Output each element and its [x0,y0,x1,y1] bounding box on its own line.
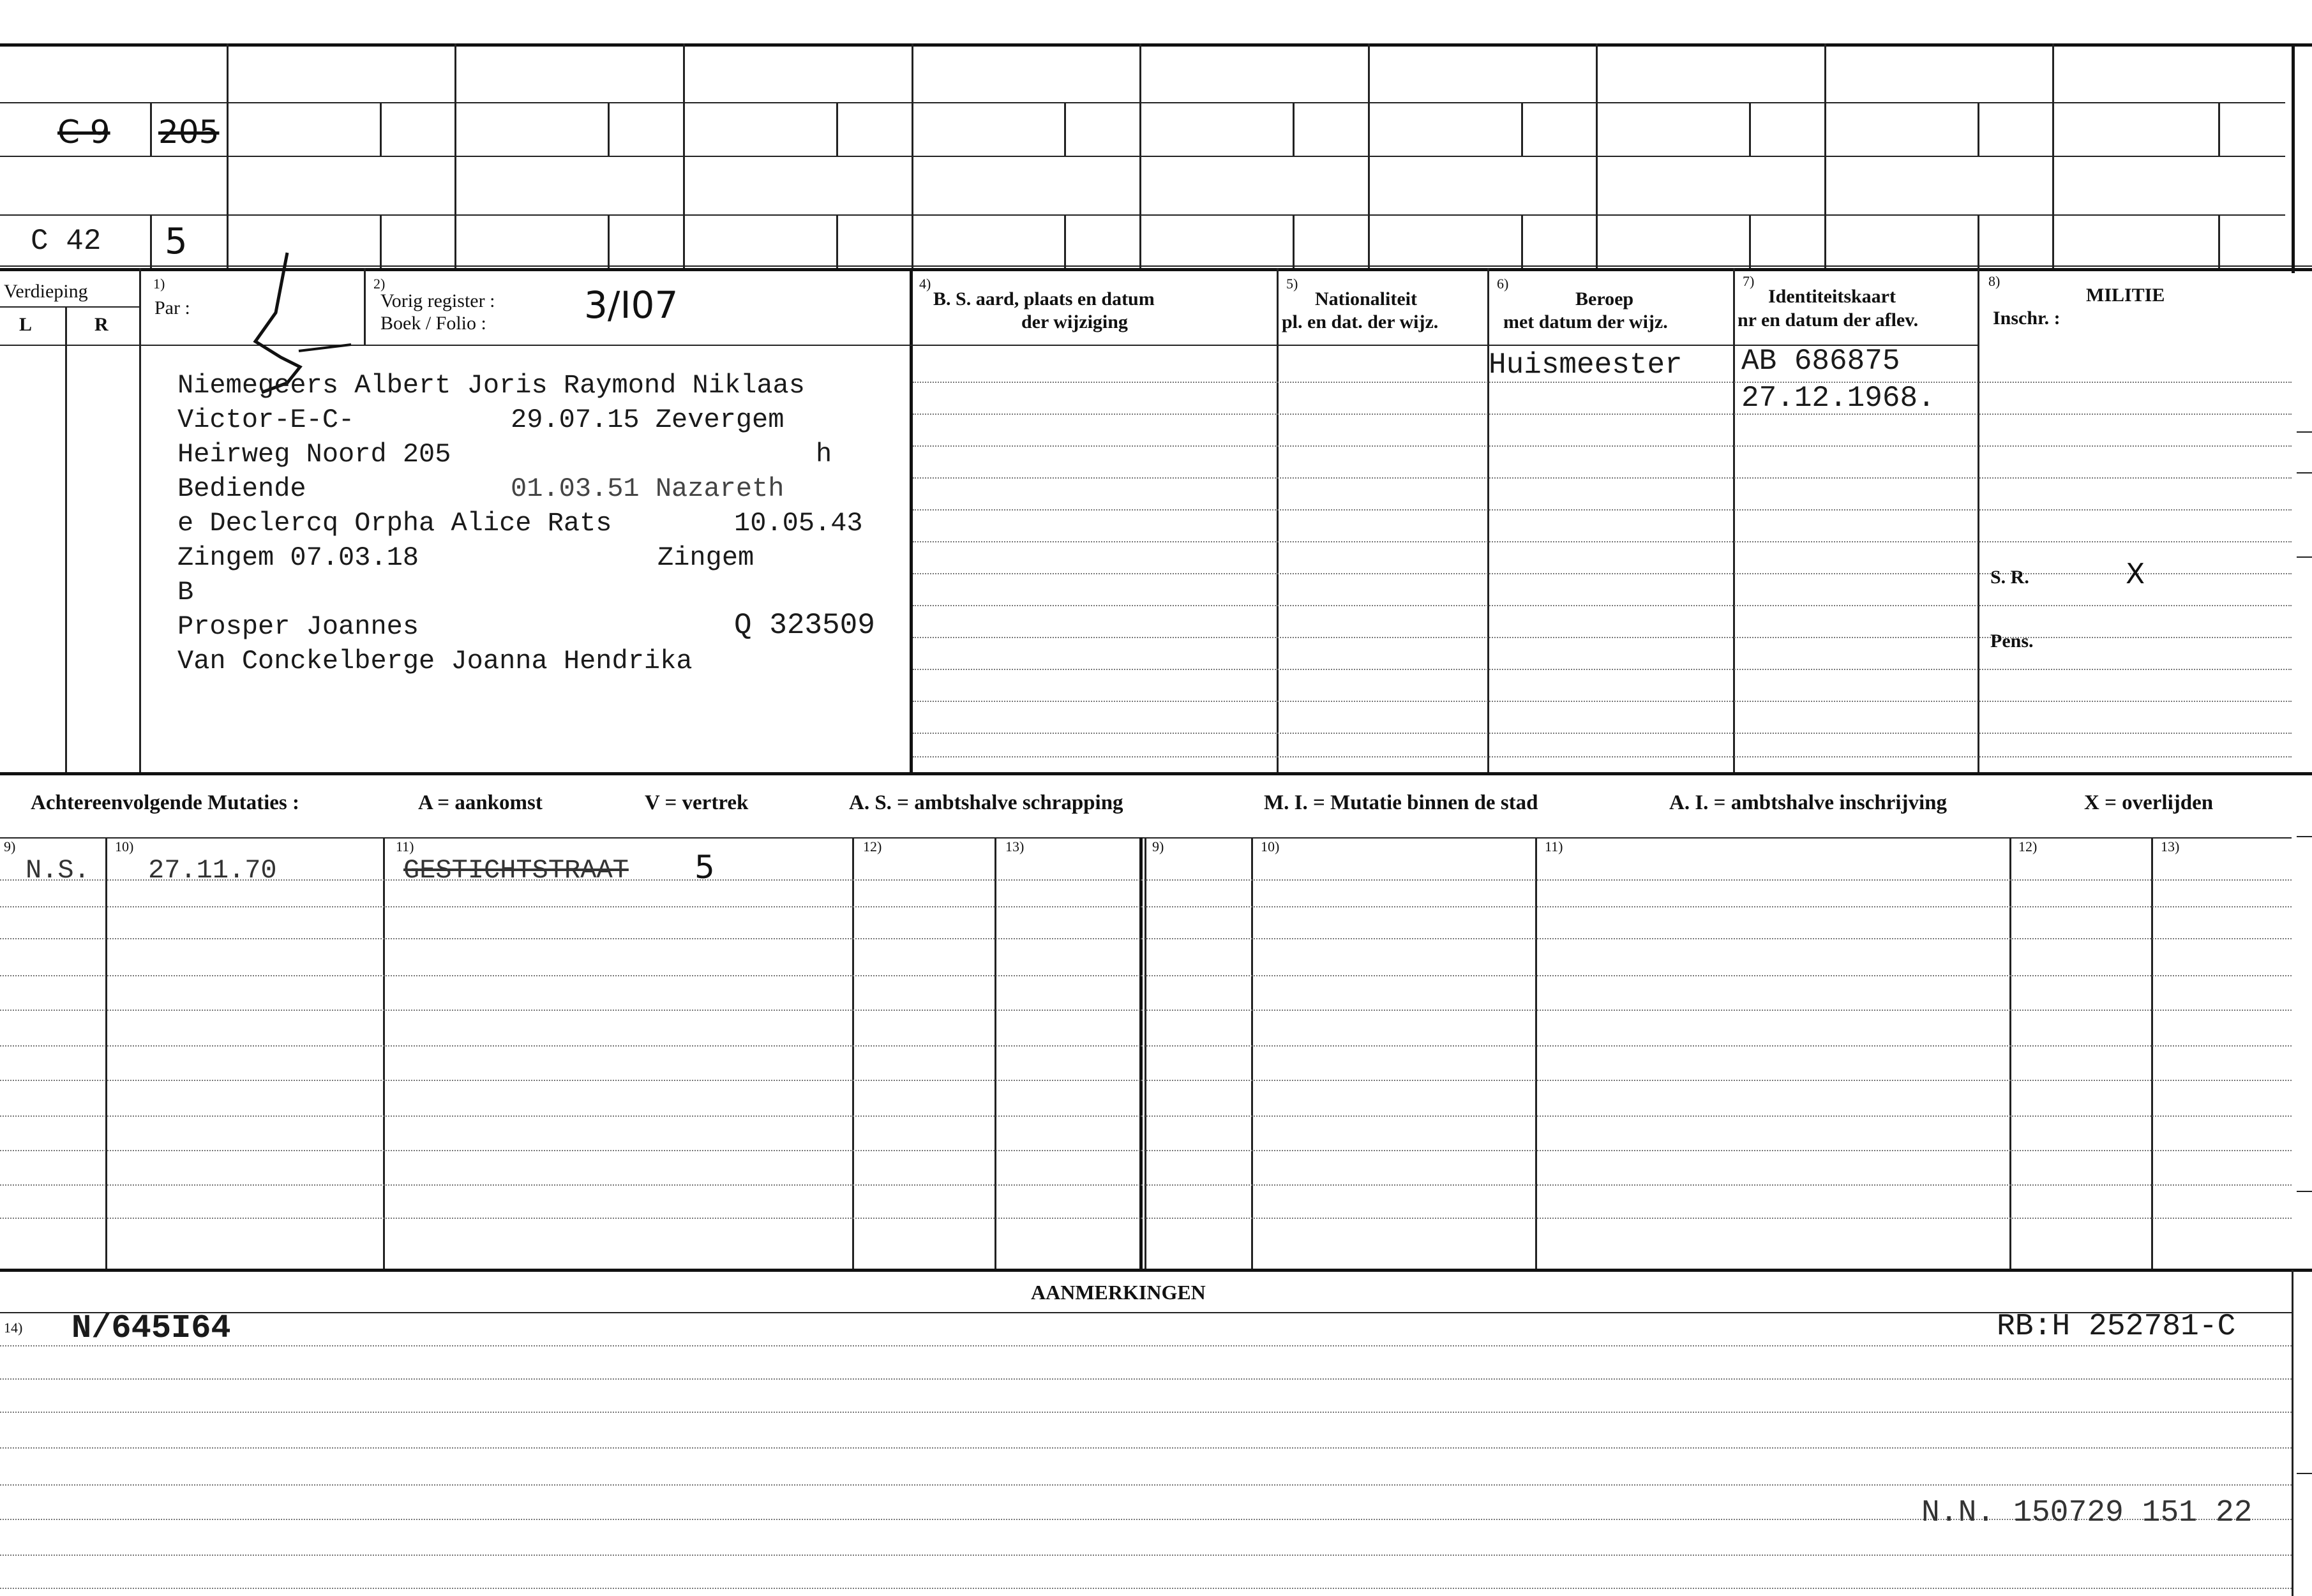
aanmerkingen-title: AANMERKINGEN [1031,1281,1206,1304]
col-7-number: 7) [1743,273,1755,289]
person-occupation: Bediende [177,474,306,504]
col-9-number: 9) [4,839,16,854]
vorig-register-label: Vorig register : [380,290,495,311]
remark-right-code: RB:H 252781-C [1997,1309,2236,1344]
col-9b-number: 9) [1152,839,1164,854]
wijk-code: C 42 [31,225,101,258]
bs-header-line1: B. S. aard, plaats en datum [933,288,1155,310]
col-6-number: 6) [1497,276,1509,292]
col-10b-number: 10) [1261,839,1280,854]
boek-folio-label: Boek / Folio : [380,313,486,334]
old-house-number: 205 [158,114,220,151]
vorig-register-value: 3/I07 [584,283,679,327]
beroep-header-line2: met datum der wijz. [1503,311,1668,332]
spouse-birth: Zingem 07.03.18 [177,542,419,573]
identiteitskaart-header-line2: nr en datum der aflev. [1738,310,1919,331]
col-12-number: 12) [863,839,882,854]
col-11-number: 11) [396,839,414,854]
remark-left-code: N/645I64 [71,1309,231,1347]
father-name: Prosper Joannes [177,611,419,642]
mutatie-house-number: 5 [694,849,715,886]
col-11b-number: 11) [1545,839,1563,854]
spouse-name: e Declercq Orpha Alice Rats [177,508,612,539]
person-extra-names: Victor-E-C- [177,405,355,435]
identiteitskaart-header-line1: Identiteitskaart [1768,286,1896,307]
par-label: Par : [154,297,190,318]
id-card-number: AB 686875 [1741,345,1900,378]
remark-bottom-code: N.N. 150729 151 22 [1921,1496,2253,1530]
col-8-number: 8) [1988,273,2000,289]
person-full-name: Niemegeers Albert Joris Raymond Niklaas [177,370,805,401]
col-13-number: 13) [1005,839,1025,854]
legend-ambtshalve-schrapping: A. S. = ambtshalve schrapping [849,791,1123,814]
marriage-date: 10.05.43 [734,508,863,539]
beroep-value: Huismeester [1489,348,1683,382]
id-card-date: 27.12.1968. [1741,382,1935,415]
col-13b-number: 13) [2161,839,2180,854]
legend-overlijden: X = overlijden [2084,791,2214,814]
verdieping-label: Verdieping [4,281,88,302]
legend-ambtshalve-inschrijving: A. I. = ambtshalve inschrijving [1669,791,1948,814]
mother-name: Van Conckelberge Joanna Hendrika [177,646,693,676]
mutatie-street: GESTICHTSTRAAT [403,855,629,886]
registry-number: Q 323509 [734,609,875,642]
person-occupation-date-place: 01.03.51 Nazareth [511,474,784,504]
col-2-number: 2) [373,276,386,292]
legend-vertrek: V = vertrek [645,791,749,814]
person-birth-date-place: 29.07.15 Zevergem [511,405,784,435]
col-4-number: 4) [919,276,931,292]
col-5-number: 5) [1286,276,1298,292]
pens-label: Pens. [1990,630,2034,652]
mutaties-label: Achtereenvolgende Mutaties : [31,791,299,814]
nationaliteit-header-line1: Nationaliteit [1315,288,1417,310]
col-14-number: 14) [4,1320,23,1336]
bs-header-line2: der wijziging [1021,311,1128,332]
old-wijk-code: C 9 [57,114,110,151]
floor-l-label: L [19,314,33,335]
inschr-label: Inschr. : [1993,308,2061,329]
sr-label: S. R. [1990,567,2029,588]
legend-aankomst: A = aankomst [418,791,543,814]
beroep-header-line1: Beroep [1575,288,1634,310]
person-address-mark: h [816,439,832,470]
legend-mutatie-binnen: M. I. = Mutatie binnen de stad [1264,791,1538,814]
house-number: 5 [165,221,188,262]
col-10-number: 10) [115,839,134,854]
militie-header: MILITIE [2086,285,2165,306]
person-code-b: B [177,577,194,608]
sr-value: X [2126,558,2145,590]
col-12b-number: 12) [2018,839,2038,854]
mutatie-date: 27.11.70 [148,855,277,886]
person-address: Heirweg Noord 205 [177,439,451,470]
mutatie-code: N.S. [26,855,90,886]
col-1-number: 1) [153,276,165,292]
floor-r-label: R [94,314,109,335]
nationaliteit-header-line2: pl. en dat. der wijz. [1282,311,1439,332]
spouse-birth-place: Zingem [657,542,754,573]
